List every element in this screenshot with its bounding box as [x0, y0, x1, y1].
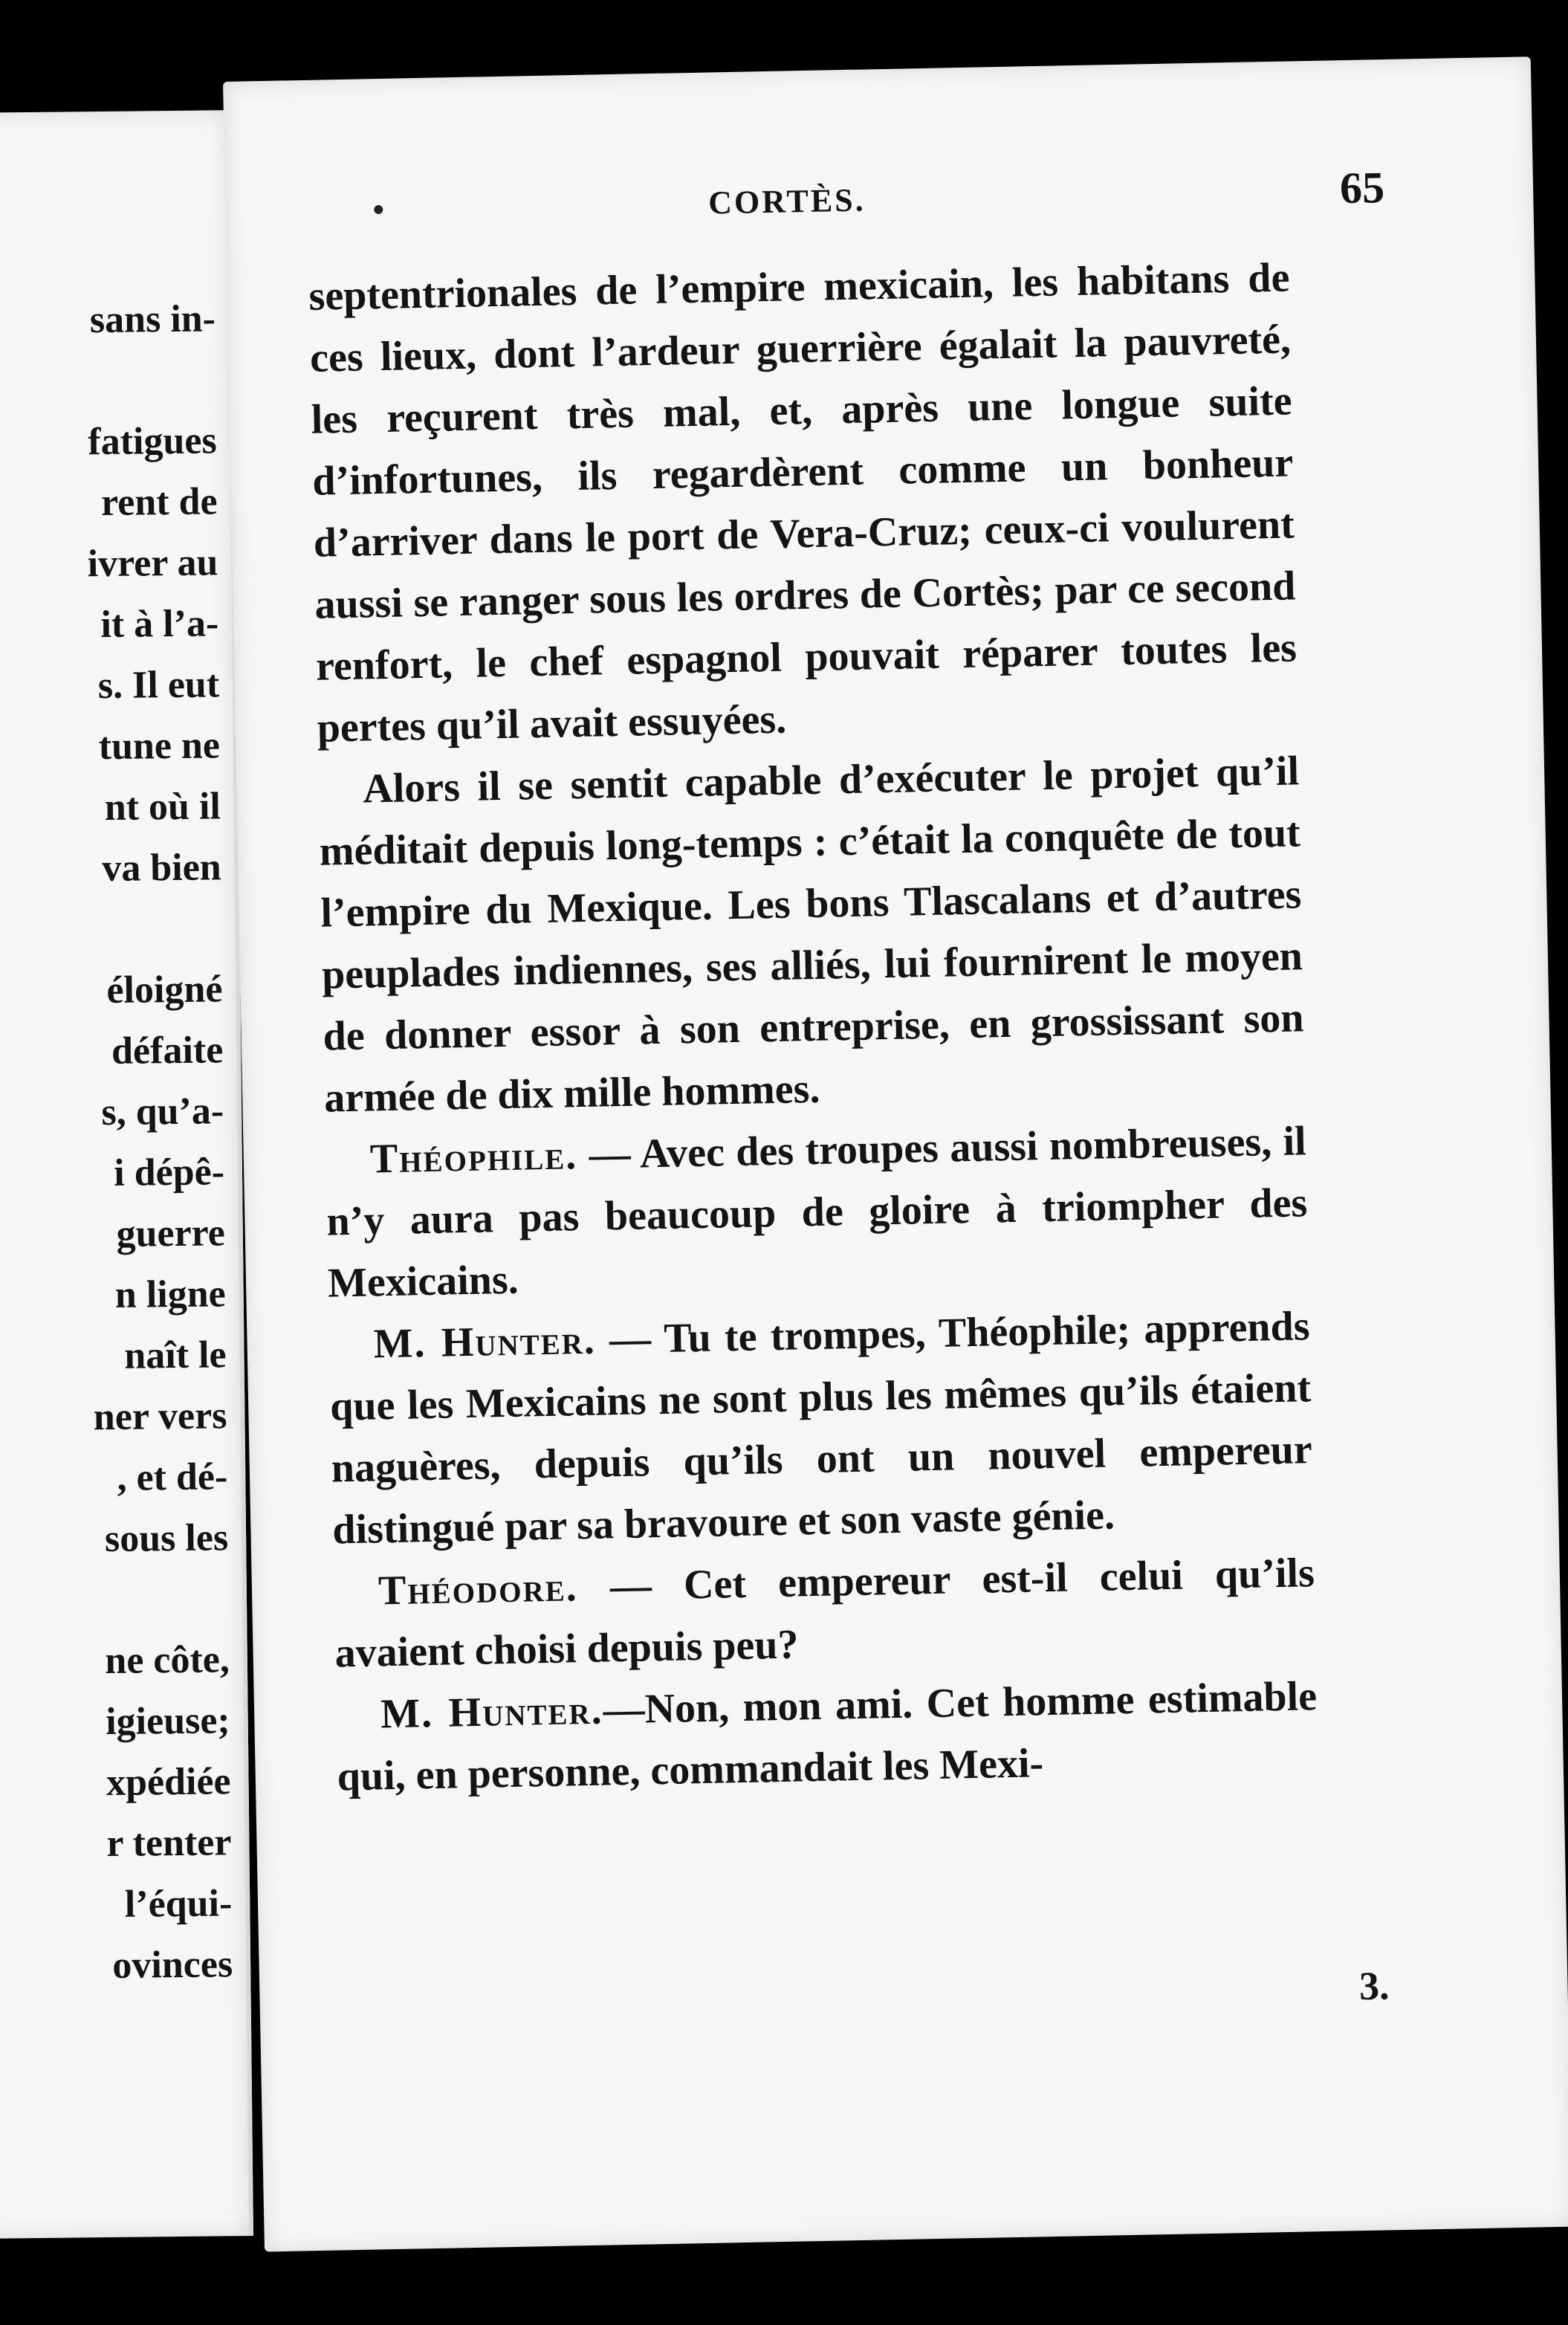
left-line: xpédiée: [106, 1760, 231, 1805]
left-line: [82, 349, 216, 412]
left-line: guerre: [116, 1212, 226, 1255]
paragraph: [318, 740, 1306, 1129]
ink-dot: [374, 205, 383, 214]
left-page: [0, 110, 253, 2239]
left-page-text: [82, 288, 233, 1996]
speaker-name: M. Hunter.: [380, 1687, 604, 1738]
left-line: ovinces: [112, 1943, 233, 1987]
left-line: , et dé-: [117, 1455, 228, 1499]
speaker-name: Théophile.: [369, 1132, 578, 1183]
left-line: r tenter: [106, 1821, 232, 1866]
left-line: sans in-: [89, 297, 216, 342]
left-line: it à l’a-: [100, 602, 219, 647]
left-line: éloigné: [106, 968, 223, 1012]
right-page: [223, 56, 1568, 2251]
left-line: tune ne: [98, 724, 221, 769]
paragraph: [328, 1296, 1314, 1561]
speaker-name: Théodore.: [378, 1564, 579, 1614]
paragraph-text: Alors il se sentit capable d’exécuter le projet qu’il méditait depuis long-temps : c’était la conquête de tout l’empire du Mexique. Les bons Tlascalans et d’autres peuplades indiennes, ses alliés, lui fournirent le moyen de donner essor à son entreprise, en grossissant son armée de dix mille hommes.: [319, 748, 1305, 1122]
page-number: 65: [1339, 163, 1385, 213]
body-text: [308, 248, 1319, 1808]
paragraph-text: — Avec des troupes aussi nombreuses, il n’y aura pas beaucoup de gloire à triompher des Mexicains.: [325, 1118, 1308, 1307]
paragraph: [335, 1666, 1318, 1808]
left-line: ner vers: [93, 1394, 227, 1439]
left-line: va bien: [102, 846, 221, 890]
left-line: [88, 898, 222, 960]
left-line: ne côte,: [105, 1638, 230, 1683]
left-line: i dépê-: [113, 1151, 225, 1194]
left-line: n ligne: [114, 1273, 226, 1316]
left-line: l’équi-: [124, 1882, 233, 1926]
left-line: ivrer au: [87, 541, 218, 586]
left-line: igieuse;: [105, 1699, 231, 1744]
left-line: s, qu’a-: [101, 1090, 224, 1134]
left-line: fatigues: [88, 419, 217, 464]
left-line: s. Il eut: [97, 663, 220, 708]
paragraph-text: septentrionales de l’empire mexicain, les habitans de ces lieux, dont l’ardeur guerrière égalait la pauvreté, les reçurent très mal, et, après une longue suite d’infortunes, ils regardèrent comme un bonheur d’arriver dans le port de Vera-Cruz; ceux-ci voulurent aussi se ranger sous les ordres de Cortès; par ce second renfort, le chef espagnol pouvait réparer toutes les pertes qu’il avait essuyées.: [308, 254, 1298, 751]
running-head: CORTÈS.: [707, 181, 866, 221]
paragraph: [325, 1110, 1309, 1314]
left-line: défaite: [111, 1029, 224, 1073]
paragraph: [333, 1542, 1316, 1684]
left-line: [95, 1568, 229, 1631]
left-line: nt où il: [104, 785, 221, 829]
paragraph-text: —Non, mon ami. Cet homme estimable qui, en personne, commandait les Mexi-: [337, 1673, 1318, 1800]
paragraph-text: — Cet empereur est-il celui qu’ils avaient choisi depuis peu?: [334, 1550, 1315, 1677]
left-line: rent de: [100, 480, 218, 525]
paragraph: [308, 248, 1299, 760]
left-line: sous les: [104, 1516, 229, 1561]
paragraph-text: — Tu te trompes, Théophile; apprends que les Mexicains ne sont plus les mêmes qu’ils étaient naguères, depuis qu’ils ont un nouvel empereur distingué par sa bravoure et son vaste génie.: [329, 1303, 1313, 1553]
page-header: [225, 163, 1534, 253]
speaker-name: M. Hunter.: [373, 1316, 597, 1368]
left-line: naît le: [124, 1333, 227, 1377]
signature-mark: 3.: [1358, 1963, 1390, 2009]
